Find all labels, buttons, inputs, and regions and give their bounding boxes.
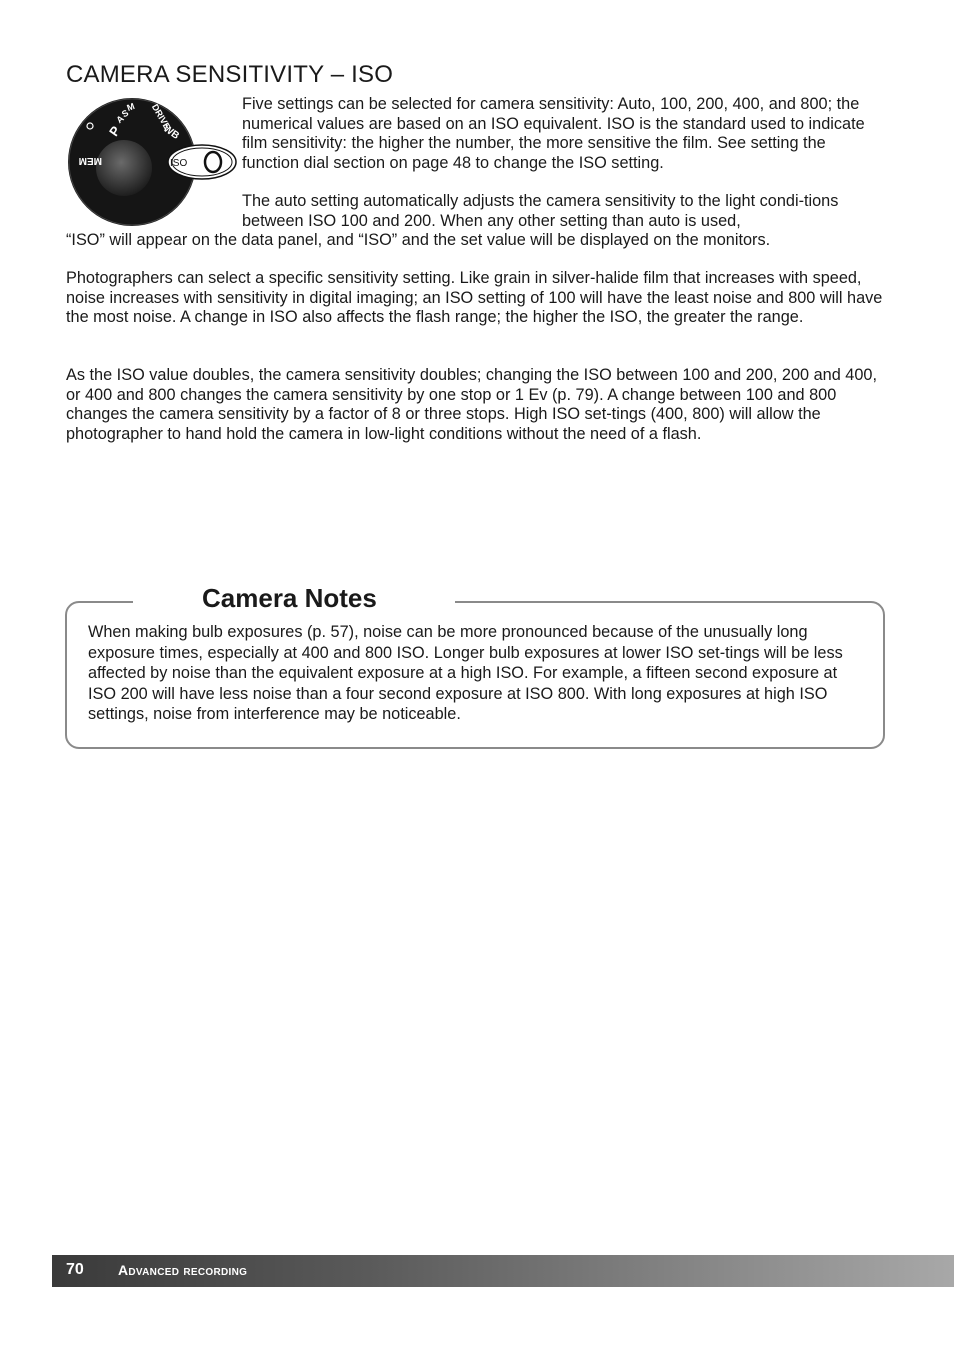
camera-notes-title: Camera Notes	[202, 583, 377, 613]
footer-section-name: Advanced recording	[118, 1262, 248, 1278]
dial-label-wb: WB	[161, 123, 182, 142]
auto-setting-rest: “ISO” will appear on the data panel, and “ISO” and the set value will be displayed on the monitors.	[66, 231, 771, 249]
dial-hub	[96, 140, 152, 196]
camera-notes-text: When making bulb exposures (p. 57), noise can be more pronounced because of the unusually long exposure times, especially at 400 and 800 ISO. Longer bulb exposures at lower ISO set-tings will be less affected by noise than the equivalent exposure at a high ISO. For example, a fifteen second exposure at ISO 200 will have less noise than a four second exposure at ISO 800. With long exposures at high ISO settings, noise from interference may be noticeable.	[88, 623, 843, 723]
dial-label-iso: ISO	[170, 158, 188, 169]
dial-label-a: A	[114, 113, 126, 126]
iso-indicator-icon	[168, 145, 236, 179]
auto-setting-lead: The auto setting automatically adjusts the camera sensitivity to the light condi-tions between ISO 100 and 200. When any other setting than auto is used,	[242, 192, 839, 230]
auto-setting-paragraph	[66, 192, 888, 251]
noise-paragraph: Photographers can select a specific sensitivity setting. Like grain in silver-halide film that increases with speed, noise increases with sensitivity in digital imaging; an ISO setting of 100 will have the least noise and 800 will have the most noise. A change in ISO also affects the flash range; the higher the ISO, the greater the range.	[66, 269, 883, 326]
dial-label-drive: DRIVE	[149, 102, 173, 132]
dial-label-p: P	[106, 123, 124, 139]
dial-label-s: S	[120, 107, 131, 120]
dial-label-mem: MEM	[78, 155, 102, 166]
dial-label-m: M	[125, 101, 136, 114]
iso-doubling-paragraph: As the ISO value doubles, the camera sensitivity doubles; changing the ISO between 100 and 200, 200 and 400, or 400 and 800 changes the camera sensitivity by one stop or 1 Ev (p. 79). A change between 100 and 800 changes the camera sensitivity by a factor of 8 or three stops. High ISO set-tings (400, 800) will allow the photographer to hand hold the camera in low-light conditions without the need of a flash.	[66, 366, 877, 443]
intro-paragraph: Five settings can be selected for camera sensitivity: Auto, 100, 200, 400, and 800; the numerical values are based on an ISO equivalent. ISO is the standard used to indicate film sensitivity: the higher the number, the more sensitive the film. See setting the function dial section on page 48 to change the ISO setting.	[242, 95, 865, 172]
section-heading: CAMERA SENSITIVITY – ISO	[66, 61, 394, 88]
page-number: 70	[66, 1261, 84, 1278]
